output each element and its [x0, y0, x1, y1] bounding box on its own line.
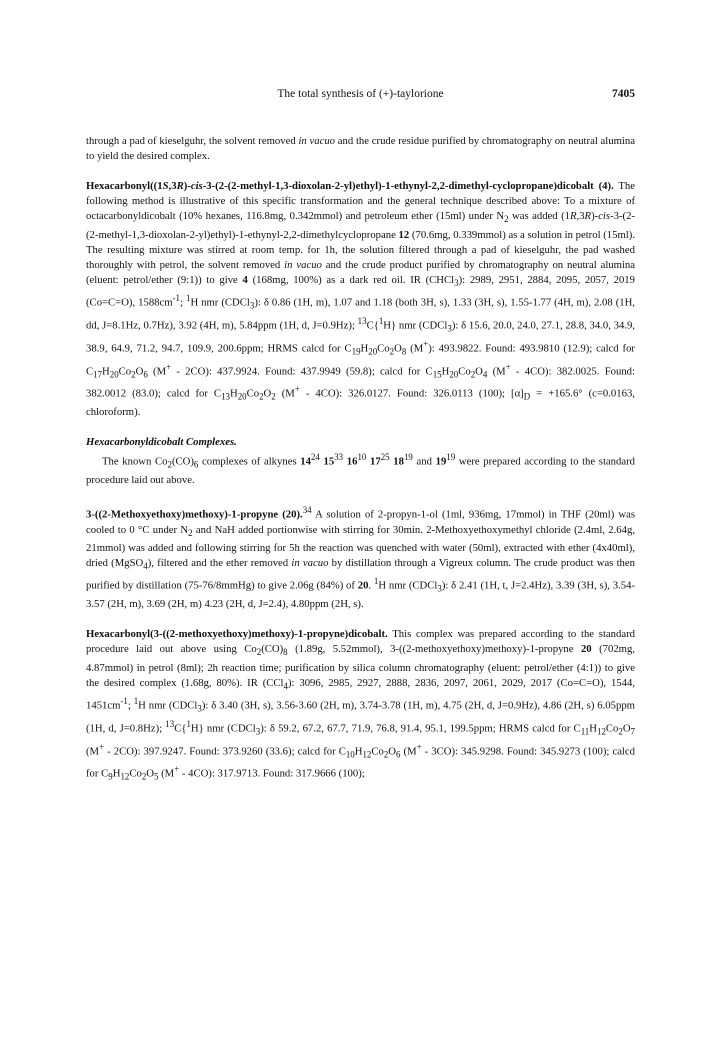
running-title: The total synthesis of (+)-taylorione [277, 88, 444, 100]
paragraph-compound-20: 3-((2-Methoxyethoxy)methoxy)-1-propyne (20).$^{34}$ A solution of 2-propyn-1-ol (1ml, 936mg, 17mmol) in THF (20ml) was cooled to 0 °C under $N_2$ and NaH added portionwise with stirring for 30min. 2-Methoxyethoxymethyl chloride (2.4ml, 2.64g, 21mmol) was added and following stirring for 5h the reaction was quenched with water (50ml), extracted with ether (4x40ml), dried (MgSO$_4$), filtered and the ether removed in vacuo by distillation through a Vigreux column. The crude product was then purified by distillation (75-76/8mmHg) to give 2.06g (84%) of 20. $^1$H nmr (CDCl$_3$): δ 2.41 (1H, t, J=2.4Hz), 3.39 (3H, s), 3.54-3.57 (2H, m), 3.69 (2H, m) 4.23 (2H, d, J=2.4), 4.80ppm (2H, s). [86, 505, 636, 611]
paragraph-known-complexes: The known $Co_2(CO)_6$ complexes of alkynes $14^{24}$ $15^{33}$ $16^{10}$ $17^{25}$ $18^{19}$ and $19^{19}$ were prepared according to the standard procedure laid out above. [86, 452, 635, 487]
body-text [86, 134, 635, 785]
compound-heading: 3-((2-Methoxyethoxy)methoxy)-1-propyne (20). [86, 508, 303, 521]
paragraph-propyne-complex: Hexacarbonyl(3-((2-methoxyethoxy)methoxy)-1-propyne)dicobalt. This complex was prepared according to the standard procedure laid out above using $Co_2(CO)_8$ (1.89g, 5.52mmol), 3-((2-methoxyethoxy)methoxy)-1-propyne 20 (702mg, 4.87mmol) in petrol (8ml); 2h reaction time; purification by silica column chromatography (eluent: petrol/ether (4:1)) to give the desired complex (1.68g, 80%). IR (CCl$_4$): 3096, 2985, 2927, 2888, 2836, 2097, 2061, 2029, 2017 (Co=C=O), 1544, $1451cm^{-1}$; $^1$H nmr (CDCl$_3$): δ 3.40 (3H, s), 3.56-3.60 (2H, m), 3.74-3.78 (1H, m), 4.75 (2H, d, J=0.9Hz), 4.86 (2H, s) 6.05ppm (1H, d, J=0.8Hz); $^{13}$C{$^1$H} nmr (CDCl$_3$): δ 59.2, 67.2, 67.7, 71.9, 76.8, 91.4, 95.1, 199.5ppm; HRMS calcd for $C_{11}H_{12}Co_2O_7$ (M+ - 2CO): 397.9247. Found: 373.9260 (33.6); calcd for $C_{10}H_{12}Co_2O_6$ (M+ - 3CO): 345.9298. Found: 345.9273 (100); calcd for $C_9H_{12}Co_2O_5$ (M+ - 4CO): 317.9713. Found: 317.9666 (100); [86, 628, 635, 783]
paragraph-continuation: through a pad of kieselguhr, the solvent removed in vacuo and the crude residue purified by chromatography on neutral alumina to yield the desired complex. [86, 135, 635, 163]
section-heading-complexes: Hexacarbonyldicobalt Complexes. [86, 436, 237, 449]
running-header [86, 88, 635, 106]
compound-heading: Hexacarbonyl(3-((2-methoxyethoxy)methoxy)-1-propyne)dicobalt. [86, 628, 388, 641]
compound-heading: Hexacarbonyl((1S,3R)-cis-3-(2-(2-methyl-1,3-dioxolan-2-yl)ethyl)-1-ethynyl-2,2-dimethyl-cyclopropane)dicobalt (4). [86, 180, 614, 193]
paragraph-compound-4: Hexacarbonyl((1S,3R)-cis-3-(2-(2-methyl-1,3-dioxolan-2-yl)ethyl)-1-ethynyl-2,2-dimethyl-cyclopropane)dicobalt (4). The following method is illustrative of this specific transformation and the general technique described above: To a mixture of octacarbonyldicobalt (10% hexanes, 116.8mg, 0.342mmol) and petroleum ether (15ml) under $N_2$ was added (1R,3R)-cis-3-(2-(2-methyl-1,3-dioxolan-2-yl)ethyl)-1-ethynyl-2,2-dimethylcyclopropane 12 (70.6mg, 0.339mmol) as a solution in petrol (15ml). The resulting mixture was stirred at room temp. for 1h, the solution filtered through a pad of kieselguhr, the pad washed thoroughly with petrol, the solvent removed in vacuo and the crude product purified by chromatography on neutral alumina (eluent: petrol/ether (9:1)) to give 4 (168mg, 100%) as a dark red oil. IR (CHCl$_3$): 2989, 2951, 2884, 2095, 2057, 2019 (Co=C=O), $1588cm^{-1}$; $^1$H nmr (CDCl$_3$): δ 0.86 (1H, m), 1.07 and 1.18 (both 3H, s), 1.33 (3H, s), 1.55-1.77 (4H, m), 2.08 (1H, dd, J=8.1Hz, 0.7Hz), 3.92 (4H, m), 5.84ppm (1H, d, J=0.9Hz); $^{13}$C{$^1$H} nmr (CDCl$_3$): δ 15.6, 20.0, 24.0, 27.1, 28.8, 34.0, 34.9, 38.9, 64.9, 71.2, 94.7, 109.9, 200.6ppm; HRMS calcd for $C_{19}H_{20}Co_2O_8$ (M+): 493.9822. Found: 493.9810 (12.9); calcd for $C_{17}H_{20}Co_2O_6$ (M+ - 2CO): 437.9924. Found: 437.9949 (59.8); calcd for $C_{15}H_{20}Co_2O_4$ (M+ - 4CO): 382.0025. Found: 382.0012 (83.0); calcd for $C_{13}H_{20}Co_2O_2$ (M+ - 4CO): 326.0127. Found: 326.0113 (100); $[\alpha]_D = +165.6^\circ$ (c=0.0163, chloroform). [86, 180, 636, 419]
page-number: 7405 [612, 88, 635, 100]
